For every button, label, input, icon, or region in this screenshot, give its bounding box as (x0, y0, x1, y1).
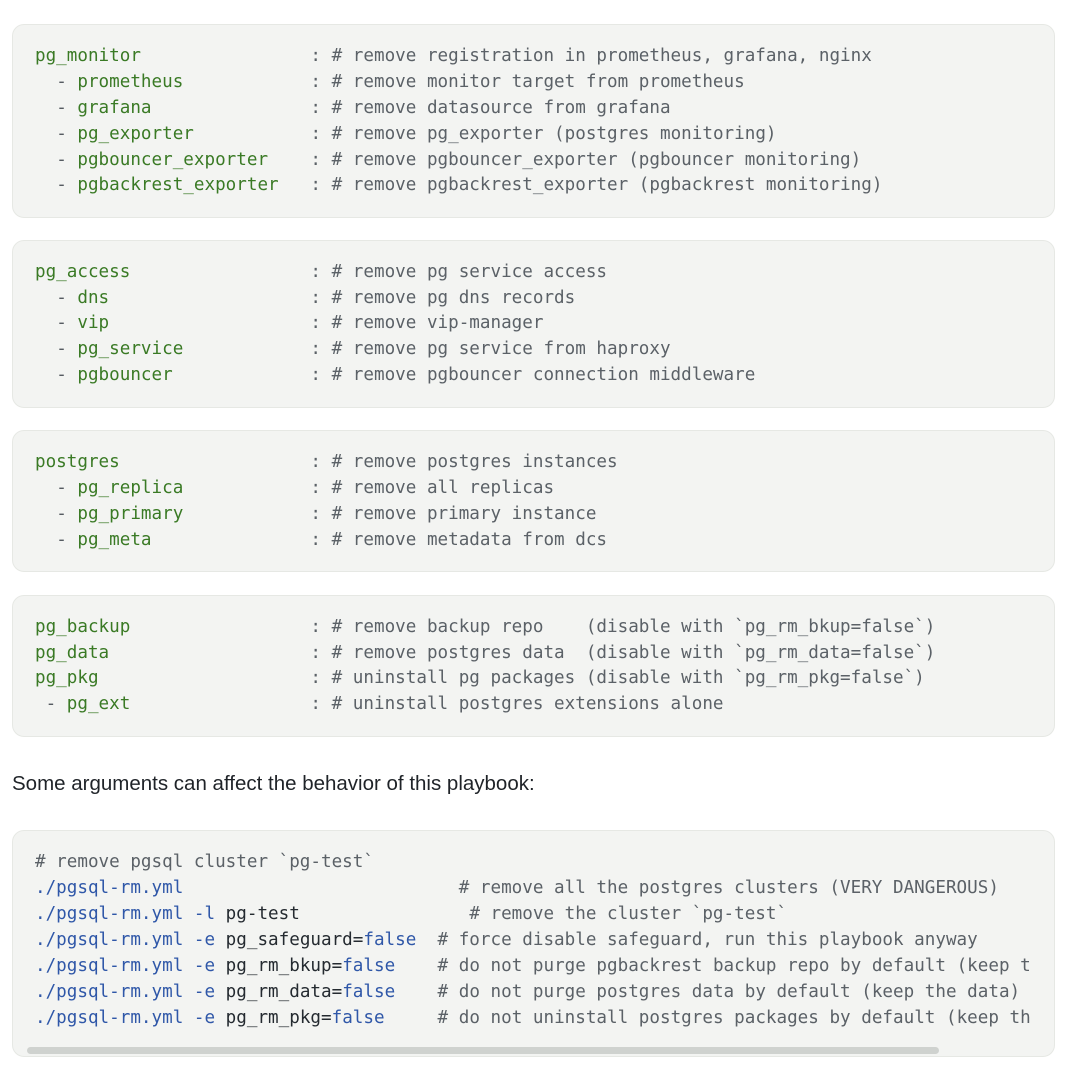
task-comment: : # uninstall postgres extensions alone (310, 694, 724, 714)
command: ./pgsql-rm.yml (35, 930, 184, 950)
code-line (35, 665, 925, 691)
task-comment: : # remove backup repo (disable with `pg_rm_bkup=false`) (310, 617, 936, 637)
code-line: - pg_exporter : # remove pg_exporter (postgres monitoring) (56, 124, 777, 144)
code-line: ./pgsql-rm.yml -l pg-test # remove the cluster `pg-test` (35, 904, 788, 924)
code-line: ./pgsql-rm.yml -e pg_rm_data=false # do not purge postgres data by default (keep the data) (35, 982, 1021, 1002)
task-comment: : # remove pgbackrest_exporter (pgbackrest monitoring) (310, 175, 883, 195)
task-name: postgres (35, 452, 120, 472)
horizontal-scrollbar[interactable] (27, 1047, 939, 1054)
task-name: dns (77, 288, 110, 308)
code-line: - pg_service : # remove pg service from haproxy (56, 339, 671, 359)
code-line: - pg_meta : # remove metadata from dcs (56, 530, 608, 550)
code-line: - grafana : # remove datasource from grafana (56, 98, 671, 118)
task-name: pg_access (35, 262, 131, 282)
task-comment: : # remove vip-manager (310, 313, 544, 333)
code-line: - pgbouncer : # remove pgbouncer connection middleware (56, 365, 756, 385)
code-line (35, 259, 607, 285)
task-name: pg_service (77, 339, 184, 359)
command: ./pgsql-rm.yml (35, 878, 184, 898)
task-name: pgbouncer (77, 365, 173, 385)
command: ./pgsql-rm.yml (35, 1008, 184, 1028)
task-name: pg_backup (35, 617, 131, 637)
command: ./pgsql-rm.yml (35, 982, 184, 1002)
command-comment: # remove the cluster `pg-test` (469, 904, 788, 924)
task-comment: : # remove pg service from haproxy (310, 339, 671, 359)
paragraph-text: Some arguments can affect the behavior of this playbook: (12, 772, 535, 795)
task-comment: : # remove pg_exporter (postgres monitoring) (310, 124, 777, 144)
task-name: prometheus (77, 72, 184, 92)
code-line: - vip : # remove vip-manager (56, 313, 544, 333)
task-comment: : # remove monitor target from prometheus (310, 72, 745, 92)
code-line: ./pgsql-rm.yml -e pg_rm_pkg=false # do not uninstall postgres packages by default (keep th (35, 1008, 1031, 1028)
code-block-pg-monitor (12, 24, 1055, 218)
task-comment: : # remove postgres data (disable with `pg_rm_data=false`) (310, 643, 936, 663)
code-line: - dns : # remove pg dns records (56, 288, 576, 308)
code-line (35, 43, 872, 69)
task-comment: : # remove primary instance (310, 504, 597, 524)
command-comment: # do not purge postgres data by default (keep the data) (437, 982, 1021, 1002)
task-comment: : # uninstall pg packages (disable with `pg_rm_pkg=false`) (310, 668, 925, 688)
code-line: - pgbackrest_exporter : # remove pgbackrest_exporter (pgbackrest monitoring) (56, 175, 883, 195)
code-block-pg-access (12, 240, 1055, 408)
task-name: pg_data (35, 643, 110, 663)
command-comment: # do not purge pgbackrest backup repo by default (keep t (437, 956, 1031, 976)
code-line: - prometheus : # remove monitor target from prometheus (56, 72, 745, 92)
task-name: pg_exporter (77, 124, 194, 144)
task-name: pg_monitor (35, 46, 141, 66)
command-comment: # remove all the postgres clusters (VERY DANGEROUS) (458, 878, 999, 898)
code-line: ./pgsql-rm.yml -e pg_safeguard=false # force disable safeguard, run this playbook anyway (35, 930, 978, 950)
task-name: pg_primary (77, 504, 184, 524)
task-comment: : # remove pgbouncer connection middleware (310, 365, 756, 385)
code-line (35, 449, 618, 475)
task-comment: : # remove metadata from dcs (310, 530, 608, 550)
task-name: pgbouncer_exporter (77, 150, 269, 170)
task-name: pgbackrest_exporter (77, 175, 279, 195)
code-block-postgres (12, 430, 1055, 572)
code-line: ./pgsql-rm.yml -e pg_rm_bkup=false # do not purge pgbackrest backup repo by default (keep t (35, 956, 1031, 976)
task-name: pg_ext (66, 694, 131, 714)
code-line (35, 614, 935, 640)
command-comment: # force disable safeguard, run this playbook anyway (437, 930, 978, 950)
command: ./pgsql-rm.yml (35, 956, 184, 976)
command: ./pgsql-rm.yml (35, 904, 184, 924)
code-line (35, 875, 999, 901)
task-name: grafana (77, 98, 152, 118)
task-comment: : # remove registration in prometheus, grafana, nginx (310, 46, 872, 66)
code-line: - pg_ext : # uninstall postgres extensions alone (45, 694, 724, 714)
code-block-usage (12, 830, 1055, 1057)
task-name: pg_replica (77, 478, 184, 498)
task-name: vip (77, 313, 110, 333)
task-comment: : # remove datasource from grafana (310, 98, 671, 118)
task-comment: : # remove all replicas (310, 478, 555, 498)
code-line: - pg_primary : # remove primary instance (56, 504, 597, 524)
code-line (35, 640, 935, 666)
task-comment: : # remove pgbouncer_exporter (pgbouncer monitoring) (310, 150, 862, 170)
command-comment: # do not uninstall postgres packages by default (keep th (437, 1008, 1031, 1028)
code-block-pg-backup (12, 595, 1055, 737)
task-comment: : # remove postgres instances (310, 452, 618, 472)
task-name: pg_pkg (35, 668, 99, 688)
code-line: - pgbouncer_exporter : # remove pgbouncer_exporter (pgbouncer monitoring) (56, 150, 862, 170)
task-comment: : # remove pg service access (310, 262, 608, 282)
code-line: - pg_replica : # remove all replicas (56, 478, 555, 498)
task-name: pg_meta (77, 530, 152, 550)
code-line (35, 849, 374, 875)
header-comment: # remove pgsql cluster `pg-test` (35, 852, 374, 872)
task-comment: : # remove pg dns records (310, 288, 576, 308)
